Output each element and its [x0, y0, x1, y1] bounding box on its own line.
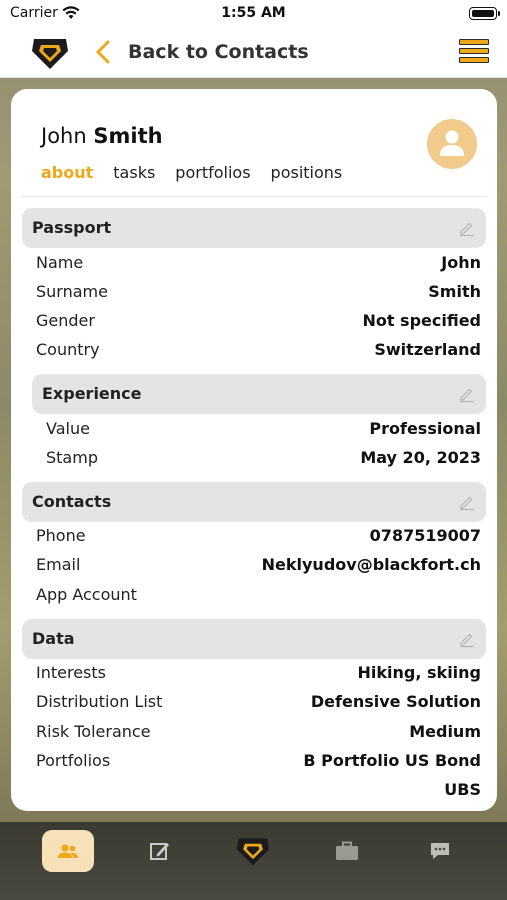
row-label: Stamp — [46, 448, 98, 467]
passport-row-gender — [36, 311, 481, 333]
carrier-label: Carrier — [10, 5, 58, 21]
back-chevron-icon[interactable] — [94, 40, 112, 64]
battery-icon — [469, 7, 497, 20]
row-label: Risk Tolerance — [36, 722, 151, 741]
data-section-header — [22, 619, 486, 659]
contacts-row-app-account — [36, 585, 481, 607]
data-row-risk-tolerance — [36, 722, 481, 744]
pencil-icon[interactable] — [458, 219, 476, 237]
section-title: Data — [32, 629, 75, 648]
row-label: Distribution List — [36, 692, 163, 711]
tabbar-portfolios[interactable] — [321, 830, 373, 872]
experience-row-stamp — [46, 448, 481, 470]
row-label: Phone — [36, 526, 86, 545]
section-title: Passport — [32, 218, 112, 237]
contacts-section-header — [22, 482, 486, 522]
section-title: Contacts — [32, 492, 112, 511]
data-row-portfolios-continued — [36, 780, 481, 802]
data-row-portfolios — [36, 751, 481, 773]
hamburger-menu-icon[interactable] — [459, 39, 489, 67]
logo-icon — [233, 833, 273, 869]
pencil-icon[interactable] — [458, 630, 476, 648]
row-value: UBS — [444, 780, 481, 799]
app-logo-icon[interactable] — [28, 33, 72, 73]
tabbar-home[interactable] — [227, 830, 279, 872]
contact-name — [41, 124, 163, 148]
chat-icon — [429, 841, 451, 861]
passport-row-name — [36, 253, 481, 275]
row-label: Value — [46, 419, 90, 438]
user-avatar-icon — [439, 129, 465, 157]
tab-portfolios[interactable]: portfolios — [175, 163, 251, 182]
contacts-row-phone — [36, 526, 481, 548]
contact-tabs — [41, 163, 342, 185]
row-value: May 20, 2023 — [360, 448, 481, 467]
row-label: Portfolios — [36, 751, 111, 770]
row-value: John — [441, 253, 481, 272]
row-value: Switzerland — [374, 340, 481, 359]
tab-positions[interactable]: positions — [270, 163, 343, 182]
tabbar-contacts[interactable] — [42, 830, 94, 872]
row-label: Interests — [36, 663, 106, 682]
tab-tasks[interactable]: tasks — [113, 163, 156, 182]
row-label: Email — [36, 555, 81, 574]
last-name: Smith — [93, 124, 163, 148]
divider — [21, 196, 487, 197]
back-to-contacts-link[interactable]: Back to Contacts — [128, 41, 309, 63]
tabbar-tasks[interactable] — [134, 830, 186, 872]
row-value: B Portfolio US Bond — [303, 751, 481, 770]
row-label: Gender — [36, 311, 95, 330]
experience-row-value — [46, 419, 481, 441]
contact-detail-card — [11, 89, 497, 811]
pencil-icon[interactable] — [458, 385, 476, 403]
status-bar — [0, 0, 507, 28]
edit-note-icon — [149, 840, 171, 862]
contacts-row-email — [36, 555, 481, 577]
status-time: 1:55 AM — [221, 5, 286, 21]
data-row-distribution-list — [36, 692, 481, 714]
experience-section-header — [32, 374, 486, 414]
row-value: Professional — [369, 419, 481, 438]
data-row-interests — [36, 663, 481, 685]
row-label: Country — [36, 340, 100, 359]
tab-about[interactable]: about — [41, 163, 94, 182]
row-value: 0787519007 — [369, 526, 481, 545]
bottom-tab-bar — [0, 822, 507, 900]
briefcase-icon — [335, 841, 359, 861]
contacts-icon — [57, 843, 79, 859]
passport-row-surname — [36, 282, 481, 304]
row-label: App Account — [36, 585, 137, 604]
row-value: Medium — [409, 722, 481, 741]
row-label: Surname — [36, 282, 108, 301]
row-value: Neklyudov@blackfort.ch — [261, 555, 481, 574]
first-name: John — [41, 124, 87, 148]
passport-section-header — [22, 208, 486, 248]
row-label: Name — [36, 253, 84, 272]
nav-bar — [0, 28, 507, 78]
pencil-icon[interactable] — [458, 493, 476, 511]
row-value: Defensive Solution — [310, 692, 481, 711]
row-value: Smith — [428, 282, 481, 301]
row-value: Hiking, skiing — [357, 663, 481, 682]
avatar[interactable] — [427, 119, 477, 169]
tabbar-chat[interactable] — [414, 830, 466, 872]
passport-row-country — [36, 340, 481, 362]
section-title: Experience — [42, 384, 142, 403]
row-value: Not specified — [362, 311, 481, 330]
